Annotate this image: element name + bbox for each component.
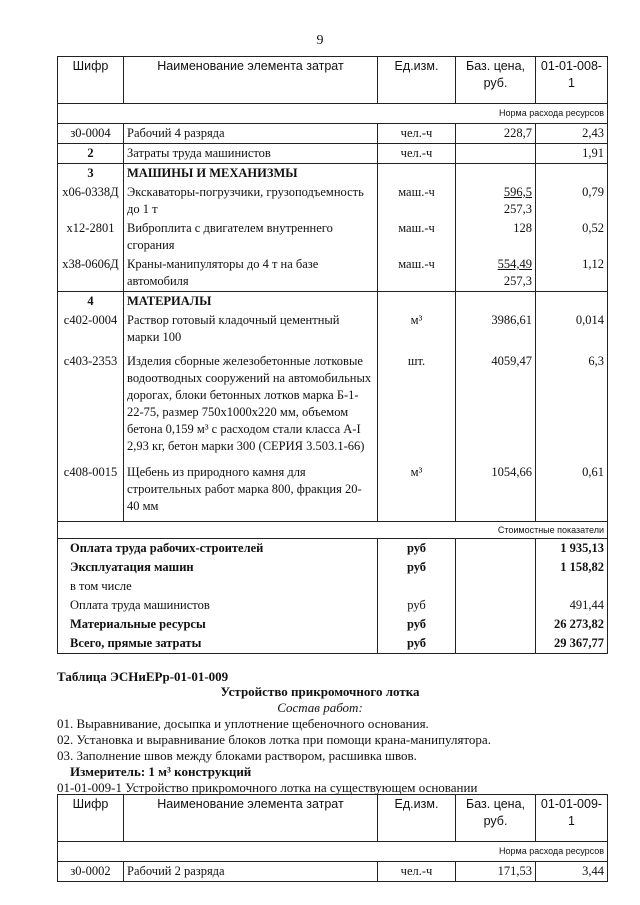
resource-table-2 [57, 794, 608, 882]
cost-row: Материальные ресурсы руб 26 273,82 [58, 615, 608, 634]
table-row: з0-0004 Рабочий 4 разряда чел.-ч 228,7 2,43 [58, 124, 608, 144]
table-title: Таблица ЭСНиЕРр-01-01-009 [57, 669, 229, 684]
table-row: с403-2353 Изделия сборные железобетонные лотковые водоотводных сооружений на автомобильных дорогах, блоки бетонных лотков марка Б-1-22-75, размер 750х1000х220 мм, объемом бетона 0,159 м³ с расходом стали класса A-I 2,93 кг, бетон марки 300 (СЕРИЯ 3.503.1-66) шт. 4059,47 6,3 [58, 347, 608, 463]
col-price: Баз. цена, руб. [456, 57, 536, 104]
col-norm: 01-01-009-1 [536, 795, 608, 842]
page-number: 9 [316, 33, 324, 48]
resource-table-1 [57, 56, 608, 654]
col-unit: Ед.изм. [378, 795, 456, 842]
table-row: с408-0015 Щебень из природного камня для строительных работ марка 800, фракция 20-40 мм м³ 1054,66 0,61 [58, 463, 608, 522]
work-step: 02. Установка и выравнивание блоков лотка при помощи крана-манипулятора. [57, 732, 491, 747]
note-resources: Норма расхода ресурсов [58, 842, 608, 862]
work-step: 03. Заполнение швов между блоками раствором, расшивка швов. [57, 748, 417, 763]
col-name: Наименование элемента затрат [124, 57, 378, 104]
col-norm: 01-01-008-1 [536, 57, 608, 104]
note-resources: Норма расхода ресурсов [58, 104, 608, 124]
cost-row: Оплата труда машинистов руб 491,44 [58, 596, 608, 615]
section-row-machines: 3 МАШИНЫ И МЕХАНИЗМЫ [58, 164, 608, 184]
col-price: Баз. цена, руб. [456, 795, 536, 842]
table-row: х12-2801 Виброплита с двигателем внутреннего сгорания маш.-ч 128 0,52 [58, 219, 608, 255]
table-header [58, 57, 608, 104]
table-row: с402-0004 Раствор готовый кладочный цементный марки 100 м³ 3986,61 0,014 [58, 311, 608, 347]
note-cost: Стоимостные показатели [58, 522, 608, 539]
table-row: 2 Затраты труда машинистов чел.-ч 1,91 [58, 144, 608, 164]
cost-row: Оплата труда рабочих-строителей руб 1 935,13 [58, 539, 608, 559]
col-name: Наименование элемента затрат [124, 795, 378, 842]
variant-title: 01-01-009-1 Устройство прикромочного лотка на существующем основании [57, 780, 478, 795]
cost-row: Эксплуатация машин руб 1 158,82 [58, 558, 608, 577]
work-title: Устройство прикромочного лотка [220, 684, 420, 699]
col-code: Шифр [58, 57, 124, 104]
cost-row: Всего, прямые затраты руб 29 367,77 [58, 634, 608, 654]
table-row: з0-0002 Рабочий 2 разряда чел.-ч 171,53 3,44 [58, 862, 608, 882]
col-unit: Ед.изм. [378, 57, 456, 104]
table-row: х06-0338Д Экскаваторы-погрузчики, грузоподъемность до 1 т маш.-ч 596,5 257,3 0,79 [58, 183, 608, 219]
composition-heading: Состав работ: [277, 700, 363, 715]
cost-row: в том числе [58, 577, 608, 596]
table-header [58, 795, 608, 842]
table-row: х38-0606Д Краны-манипуляторы до 4 т на базе автомобиля маш.-ч 554,49 257,3 1,12 [58, 255, 608, 292]
work-step: 01. Выравнивание, досыпка и уплотнение щебеночного основания. [57, 716, 429, 731]
meter: Измеритель: 1 м³ конструкций [70, 764, 252, 779]
section-row-materials: 4 МАТЕРИАЛЫ [58, 292, 608, 312]
col-code: Шифр [58, 795, 124, 842]
